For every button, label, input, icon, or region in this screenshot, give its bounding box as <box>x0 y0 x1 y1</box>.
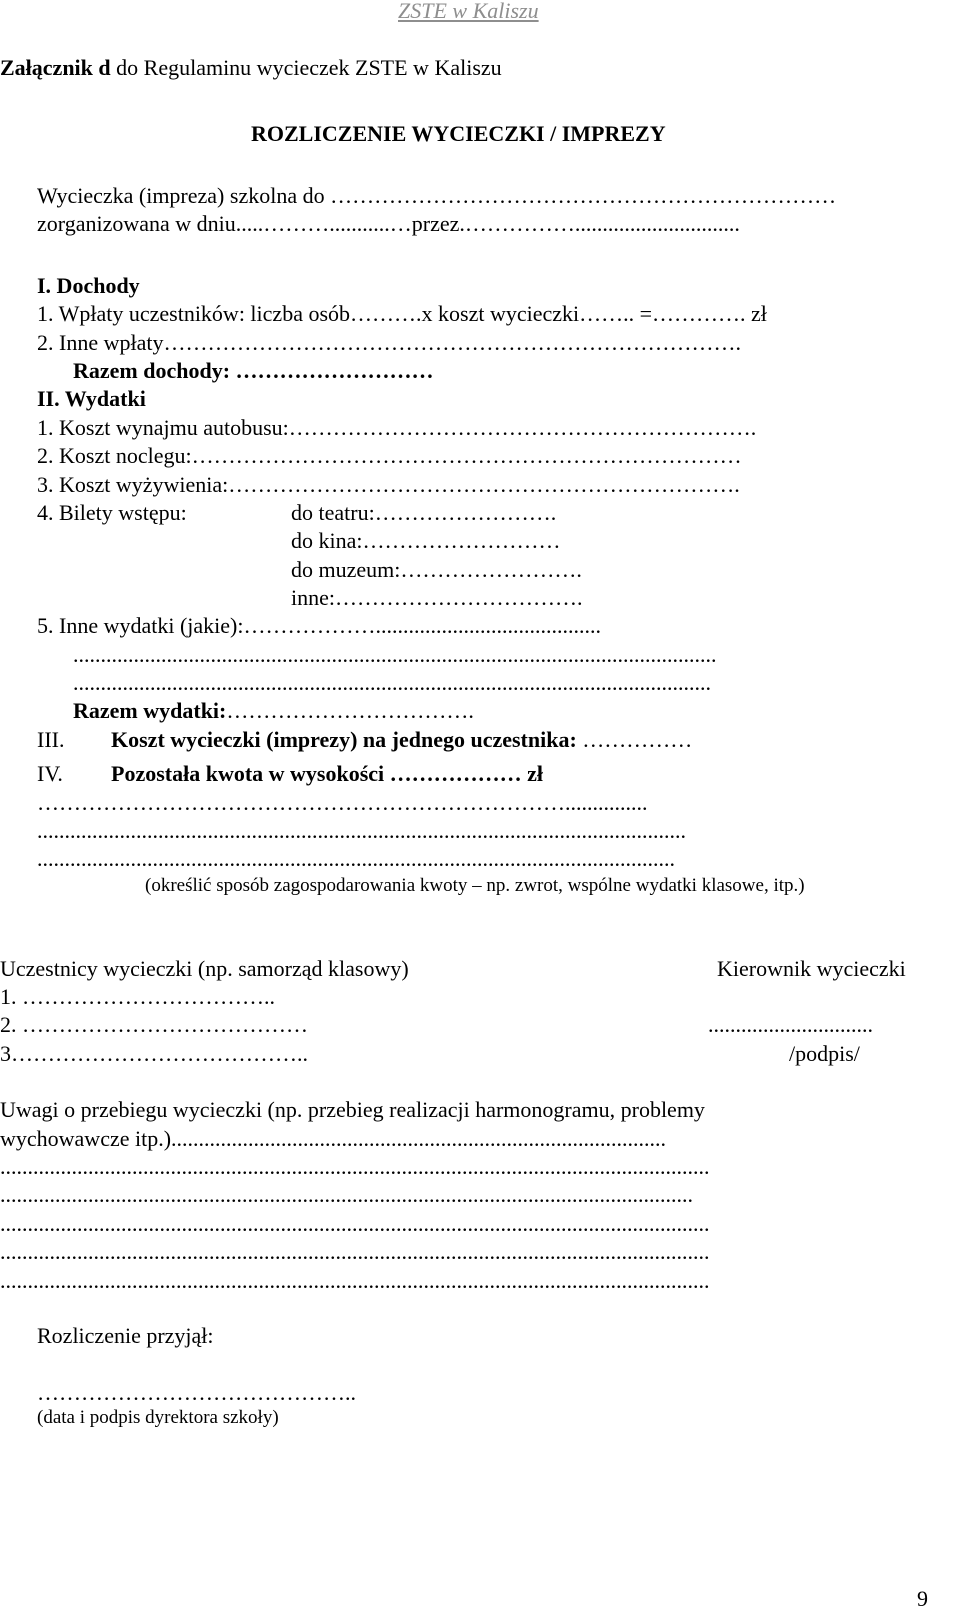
expenses-total-label: Razem wydatki: <box>73 698 227 723</box>
remarks-dots: ................................................................................................................................. <box>0 1154 710 1179</box>
expenses-item-5: 5. Inne wydatki (jakie):………………......................................... <box>37 613 601 638</box>
remaining-roman: IV. <box>37 761 63 786</box>
annex-label: Załącznik d <box>0 55 111 80</box>
income-total: Razem dochody: ……………………… <box>73 358 434 383</box>
expenses-item-1: 1. Koszt wynajmu autobusu:………………………………………………………. <box>37 415 757 440</box>
leader-heading: Kierownik wycieczki <box>717 956 906 981</box>
participants-heading: Uczestnicy wycieczki (np. samorząd klasowy) <box>0 956 409 981</box>
cost-dots: …………… <box>576 727 693 752</box>
remarks-dots: ................................................................................................................................. <box>0 1239 710 1264</box>
remaining-dots-2: ...................................................................................................................... <box>37 818 686 843</box>
leader-signature-dots: .............................. <box>708 1012 873 1037</box>
cost-roman: III. <box>37 727 65 752</box>
settlement-dots: …………………………………….. <box>37 1380 356 1405</box>
expenses-heading: II. Wydatki <box>37 386 146 411</box>
ticket-theatre: do teatru:……………………. <box>291 500 557 525</box>
remaining-dots-1: ………………………………………………………………............... <box>37 790 648 815</box>
cost-label: Koszt wycieczki (imprezy) na jednego uczestnika: <box>111 727 577 752</box>
ticket-museum: do muzeum:……………………. <box>291 557 582 582</box>
income-item-2: 2. Inne wpłaty……………………………………………………………………. <box>37 330 741 355</box>
remarks-dots: .............................................................................................................................. <box>0 1182 693 1207</box>
signature-caption: /podpis/ <box>789 1041 860 1066</box>
participant-3: 3………………………………….. <box>0 1041 308 1066</box>
intro-destination-line: Wycieczka (impreza) szkolna do …………………………………………………………… <box>37 183 837 208</box>
cost-line <box>111 729 692 751</box>
remarks-line-2: wychowawcze itp.).......................................................................................... <box>0 1126 667 1151</box>
document-title: ROZLICZENIE WYCIECZKI / IMPREZY <box>251 121 666 146</box>
expenses-total <box>73 700 474 722</box>
remaining-note: (określić sposób zagospodarowania kwoty – np. zwrot, wspólne wydatki klasowe, itp.) <box>145 875 805 896</box>
settlement-caption: (data i podpis dyrektora szkoły) <box>37 1407 279 1428</box>
expenses-dots-2: .................................................................................................................... <box>73 670 711 695</box>
annex-line <box>0 57 502 79</box>
participant-2: 2. ………………………………… <box>0 1012 308 1037</box>
ticket-cinema: do kina:……………………… <box>291 528 561 553</box>
expenses-item-4-label: 4. Bilety wstępu: <box>37 500 187 525</box>
remaining-dots-3: .................................................................................................................... <box>37 846 675 871</box>
school-header: ZSTE w Kaliszu <box>398 0 539 23</box>
participant-1: 1. …………………………….. <box>0 984 275 1009</box>
expenses-total-dots: ……………………………. <box>226 698 474 723</box>
income-heading: I. Dochody <box>37 273 140 298</box>
page-number: 9 <box>917 1586 928 1611</box>
annex-text: do Regulaminu wycieczek ZSTE w Kaliszu <box>110 55 502 80</box>
income-item-1: 1. Wpłaty uczestników: liczba osób……….x koszt wycieczki…….. =…………. zł <box>37 301 767 326</box>
expenses-item-2: 2. Koszt noclegu:………………………………………………………………… <box>37 443 742 468</box>
settlement-label: Rozliczenie przyjął: <box>37 1323 214 1348</box>
expenses-dots-1: ..................................................................................................................... <box>73 642 717 667</box>
intro-date-line: zorganizowana w dniu.....………...........…przez.…………….............................. <box>37 211 740 236</box>
remarks-line-1: Uwagi o przebiegu wycieczki (np. przebieg realizacji harmonogramu, problemy <box>0 1097 705 1122</box>
expenses-item-3: 3. Koszt wyżywienia:……………………………………………………………. <box>37 472 740 497</box>
remaining-label: Pozostała kwota w wysokości ……………… zł <box>111 761 544 786</box>
ticket-other: inne:……………………………. <box>291 585 583 610</box>
remarks-dots: ................................................................................................................................. <box>0 1211 710 1236</box>
remarks-dots: ................................................................................................................................. <box>0 1268 710 1293</box>
